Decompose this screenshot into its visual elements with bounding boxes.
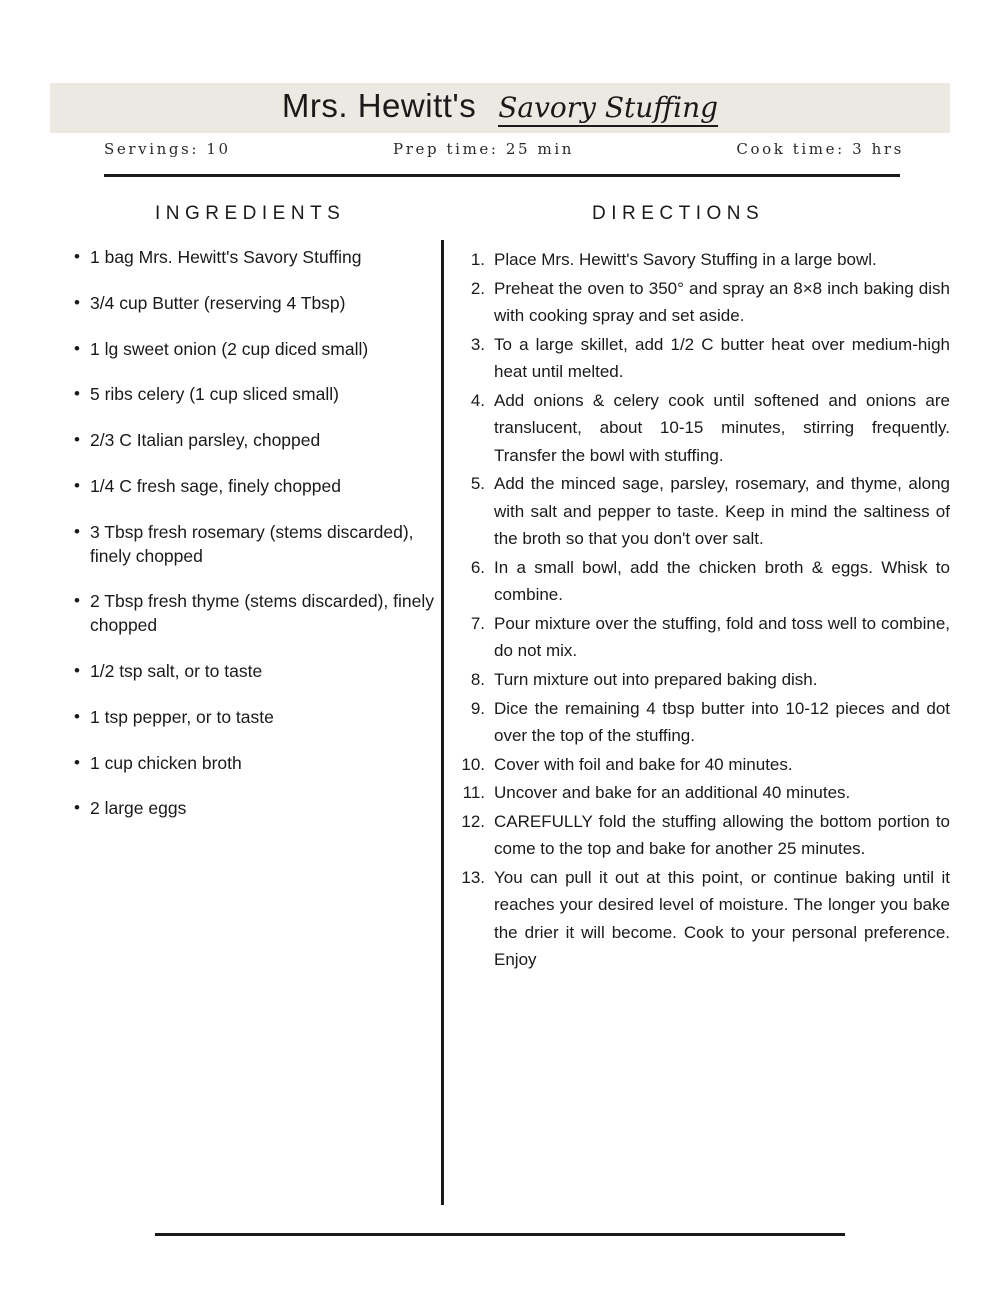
list-item [460,695,950,750]
step-text: Add onions & celery cook until softened and onions are translucent, about 10-15 minutes, stirring frequently. Transfer the bowl with stuffing. [494,390,950,465]
list-item: • 1/4 C fresh sage, finely chopped [74,475,454,499]
recipe-title-band [50,83,950,133]
step-text: CAREFULLY fold the stuffing allowing the bottom portion to come to the top and bake for another 25 minutes. [494,811,950,859]
step-text: Uncover and bake for an additional 40 minutes. [494,783,851,803]
step-number: 13. [461,867,485,887]
step-text: Place Mrs. Hewitt's Savory Stuffing in a large bowl. [494,250,877,269]
list-item: • 2/3 C Italian parsley, chopped [74,429,454,453]
step-number: 11. [462,783,485,803]
recipe-name: Savory Stuffing [498,93,718,128]
directions-heading: DIRECTIONS [592,203,765,224]
meta-servings: Servings: 10 [104,140,231,158]
list-item [460,331,950,386]
step-number: 12. [461,811,485,831]
step-text: To a large skillet, add 1/2 C butter heat over medium-high heat until melted. [494,334,950,382]
list-item: • 2 Tbsp fresh thyme (stems discarded), finely chopped [74,590,454,638]
list-item [460,779,950,807]
list-item: • 2 large eggs [74,797,454,821]
recipe-owner: Mrs. Hewitt's [281,86,477,124]
list-item [460,808,950,863]
list-item [460,470,950,553]
step-text: Dice the remaining 4 tbsp butter into 10-12 pieces and dot over the top of the stuffing. [494,698,950,746]
step-number: 5. [470,474,485,494]
list-item: • 3/4 cup Butter (reserving 4 Tbsp) [74,292,454,316]
list-item [460,610,950,665]
list-item [460,666,950,694]
step-text: Cover with foil and bake for 40 minutes. [494,754,793,774]
step-number: 3. [470,334,485,354]
step-number: 1. [470,250,485,269]
list-item: • 1/2 tsp salt, or to taste [74,660,454,684]
step-number: 10. [461,754,485,774]
meta-prep-time: Prep time: 25 min [393,140,575,158]
list-item [460,387,950,470]
meta-cook-time: Cook time: 3 hrs [736,140,904,158]
footer-rule [155,1233,845,1236]
list-item: • 3 Tbsp fresh rosemary (stems discarded), finely chopped [74,521,454,569]
step-text: In a small bowl, add the chicken broth & eggs. Whisk to combine. [494,557,950,605]
step-text: Pour mixture over the stuffing, fold and toss well to combine, do not mix. [494,613,950,661]
step-number: 9. [470,698,485,718]
list-item [460,554,950,609]
list-item [460,275,950,330]
recipe-meta-row [104,140,904,158]
list-item: • 1 bag Mrs. Hewitt's Savory Stuffing [74,246,454,270]
step-text: Turn mixture out into prepared baking dish. [494,669,818,689]
ingredients-list [52,246,454,843]
step-text: Preheat the oven to 350° and spray an 8×8 inch baking dish with cooking spray and set aside. [494,278,950,326]
step-number: 2. [470,278,485,298]
list-item: • 5 ribs celery (1 cup sliced small) [74,383,454,407]
meta-divider-rule [104,174,900,177]
step-number: 7. [470,613,485,633]
step-text: Add the minced sage, parsley, rosemary, and thyme, along with salt and pepper to taste. Keep in mind the saltiness of the broth so that you don't over salt. [494,474,950,549]
list-item [460,864,950,974]
step-number: 6. [470,557,485,577]
list-item [460,246,950,274]
step-number: 4. [470,390,485,410]
recipe-title [282,87,718,128]
list-item [460,751,950,779]
list-item: • 1 cup chicken broth [74,752,454,776]
list-item: • 1 tsp pepper, or to taste [74,706,454,730]
step-text: You can pull it out at this point, or continue baking until it reaches your desired level of moisture. The longer you bake the drier it will become. Cook to your personal preference. Enjoy [494,867,950,970]
directions-list [460,246,950,975]
step-number: 8. [470,669,485,689]
list-item: • 1 lg sweet onion (2 cup diced small) [74,338,454,362]
ingredients-heading: INGREDIENTS [155,203,346,224]
